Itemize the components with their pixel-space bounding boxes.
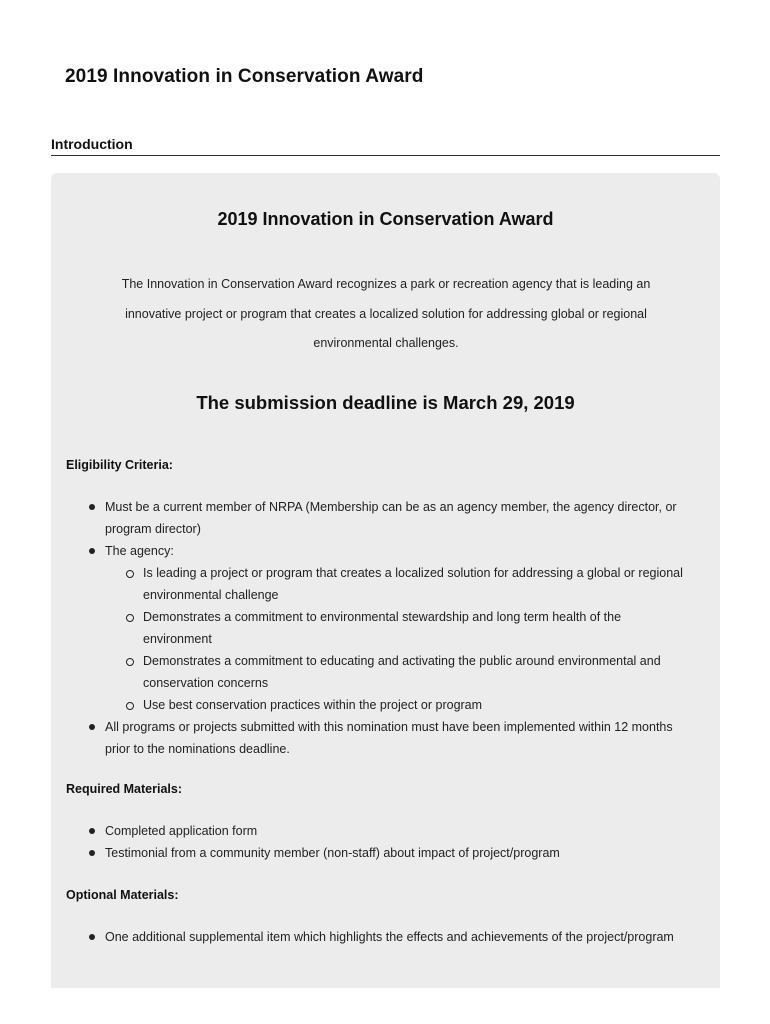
- card-title: 2019 Innovation in Conservation Award: [217, 209, 554, 229]
- intro-line: innovative project or program that creates a localized solution for addressing global or regional: [125, 306, 647, 321]
- optional-materials-heading: Optional Materials:: [66, 888, 179, 902]
- list-item: Completed application form: [87, 820, 692, 842]
- list-item: Testimonial from a community member (non-staff) about impact of project/program: [87, 842, 692, 864]
- list-item: Must be a current member of NRPA (Membership can be as an agency member, the agency director, or program director): [87, 496, 692, 540]
- eligibility-list: [87, 496, 692, 760]
- eligibility-heading: Eligibility Criteria:: [66, 458, 173, 472]
- optional-materials-list: [87, 926, 692, 948]
- intro-paragraph: [87, 270, 685, 359]
- introduction-card: [51, 173, 720, 988]
- required-materials-heading: Required Materials:: [66, 782, 183, 796]
- list-item: One additional supplemental item which highlights the effects and achievements of the project/program: [87, 926, 692, 948]
- list-item: [87, 540, 692, 716]
- section-heading-introduction: Introduction: [51, 136, 720, 156]
- required-materials-list: [87, 820, 692, 864]
- agency-sublist: [125, 562, 692, 716]
- list-item-label: The agency:: [105, 544, 174, 558]
- intro-line: environmental challenges.: [313, 336, 459, 350]
- page-title: 2019 Innovation in Conservation Award: [65, 66, 424, 87]
- intro-line: The Innovation in Conservation Award recognizes a park or recreation agency that is leading an: [121, 277, 651, 291]
- sub-list-item: Use best conservation practices within the project or program: [125, 694, 692, 716]
- sub-list-item: Is leading a project or program that creates a localized solution for addressing a global or regional environmental challenge: [125, 562, 692, 606]
- submission-deadline: The submission deadline is March 29, 2019: [196, 392, 575, 413]
- sub-list-item: Demonstrates a commitment to educating and activating the public around environmental and conservation concerns: [125, 650, 692, 694]
- sub-list-item: Demonstrates a commitment to environmental stewardship and long term health of the environment: [125, 606, 692, 650]
- list-item: All programs or projects submitted with this nomination must have been implemented within 12 months prior to the nominations deadline.: [87, 716, 692, 760]
